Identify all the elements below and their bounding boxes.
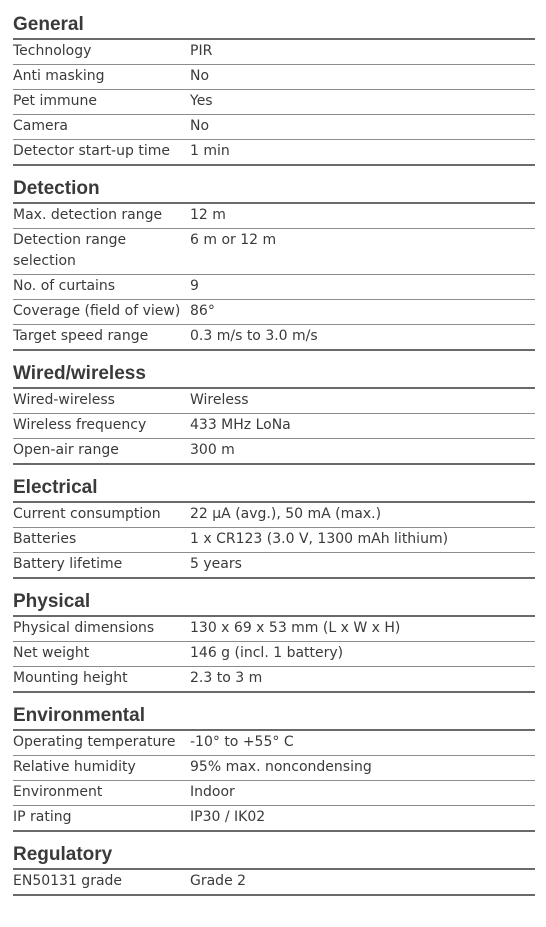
section-title: Detection [13,176,535,204]
table-row [13,617,535,642]
spec-value: 146 g (incl. 1 battery) [190,642,535,667]
table-row [13,115,535,140]
table-row [13,503,535,528]
spec-value: 5 years [190,553,535,579]
spec-value: Wireless [190,389,535,414]
table-row [13,781,535,806]
spec-value: No [190,115,535,140]
spec-label: Environment [13,781,190,806]
spec-value: Yes [190,90,535,115]
table-row [13,528,535,553]
table-row [13,414,535,439]
spec-value: 300 m [190,439,535,465]
spec-value: 0.3 m/s to 3.0 m/s [190,325,535,351]
spec-label: Wireless frequency [13,414,190,439]
table-row [13,806,535,832]
table-row [13,275,535,300]
section-general [13,12,535,166]
section-title: General [13,12,535,40]
spec-value: Grade 2 [190,870,535,895]
table-row [13,870,535,895]
table-row [13,389,535,414]
spec-label: Detector start-up time [13,140,190,166]
spec-value: 86° [190,300,535,325]
spec-label: Relative humidity [13,756,190,781]
spec-table [13,389,535,465]
spec-value: -10° to +55° C [190,731,535,756]
spec-value: 95% max. noncondensing [190,756,535,781]
spec-label: Technology [13,40,190,65]
table-row [13,40,535,65]
spec-label: Detection range selection [13,229,190,275]
spec-label: Max. detection range [13,204,190,229]
spec-label: Physical dimensions [13,617,190,642]
table-row [13,667,535,693]
spec-value: IP30 / IK02 [190,806,535,832]
table-row [13,90,535,115]
spec-label: IP rating [13,806,190,832]
spec-value: 1 x CR123 (3.0 V, 1300 mAh lithium) [190,528,535,553]
spec-label: Pet immune [13,90,190,115]
spec-label: Mounting height [13,667,190,693]
table-row [13,642,535,667]
section-detection [13,176,535,351]
section-environmental [13,703,535,832]
section-physical [13,589,535,693]
spec-label: EN50131 grade [13,870,190,895]
spec-table [13,731,535,832]
spec-label: Camera [13,115,190,140]
spec-table [13,204,535,351]
spec-value: No [190,65,535,90]
spec-label: Wired-wireless [13,389,190,414]
table-row [13,756,535,781]
spec-label: Coverage (field of view) [13,300,190,325]
spec-label: No. of curtains [13,275,190,300]
spec-label: Net weight [13,642,190,667]
spec-value: 130 x 69 x 53 mm (L x W x H) [190,617,535,642]
section-title: Electrical [13,475,535,503]
spec-label: Battery lifetime [13,553,190,579]
table-row [13,65,535,90]
section-wired-wireless [13,361,535,465]
spec-value: 433 MHz LoNa [190,414,535,439]
table-row [13,300,535,325]
spec-value: Indoor [190,781,535,806]
spec-label: Target speed range [13,325,190,351]
section-title: Environmental [13,703,535,731]
spec-value: 22 µA (avg.), 50 mA (max.) [190,503,535,528]
spec-table [13,617,535,693]
section-title: Physical [13,589,535,617]
spec-label: Open-air range [13,439,190,465]
table-row [13,140,535,166]
spec-value: 12 m [190,204,535,229]
spec-table [13,870,535,896]
table-row [13,204,535,229]
table-row [13,229,535,275]
section-title: Wired/wireless [13,361,535,389]
spec-value: 2.3 to 3 m [190,667,535,693]
spec-label: Current consumption [13,503,190,528]
spec-label: Batteries [13,528,190,553]
spec-table [13,503,535,579]
table-row [13,439,535,465]
spec-value: 9 [190,275,535,300]
table-row [13,731,535,756]
spec-label: Anti masking [13,65,190,90]
table-row [13,553,535,579]
section-regulatory [13,842,535,896]
table-row [13,325,535,351]
spec-value: 1 min [190,140,535,166]
section-electrical [13,475,535,579]
spec-label: Operating temperature [13,731,190,756]
spec-value: PIR [190,40,535,65]
section-title: Regulatory [13,842,535,870]
spec-table [13,40,535,166]
spec-value: 6 m or 12 m [190,229,535,275]
